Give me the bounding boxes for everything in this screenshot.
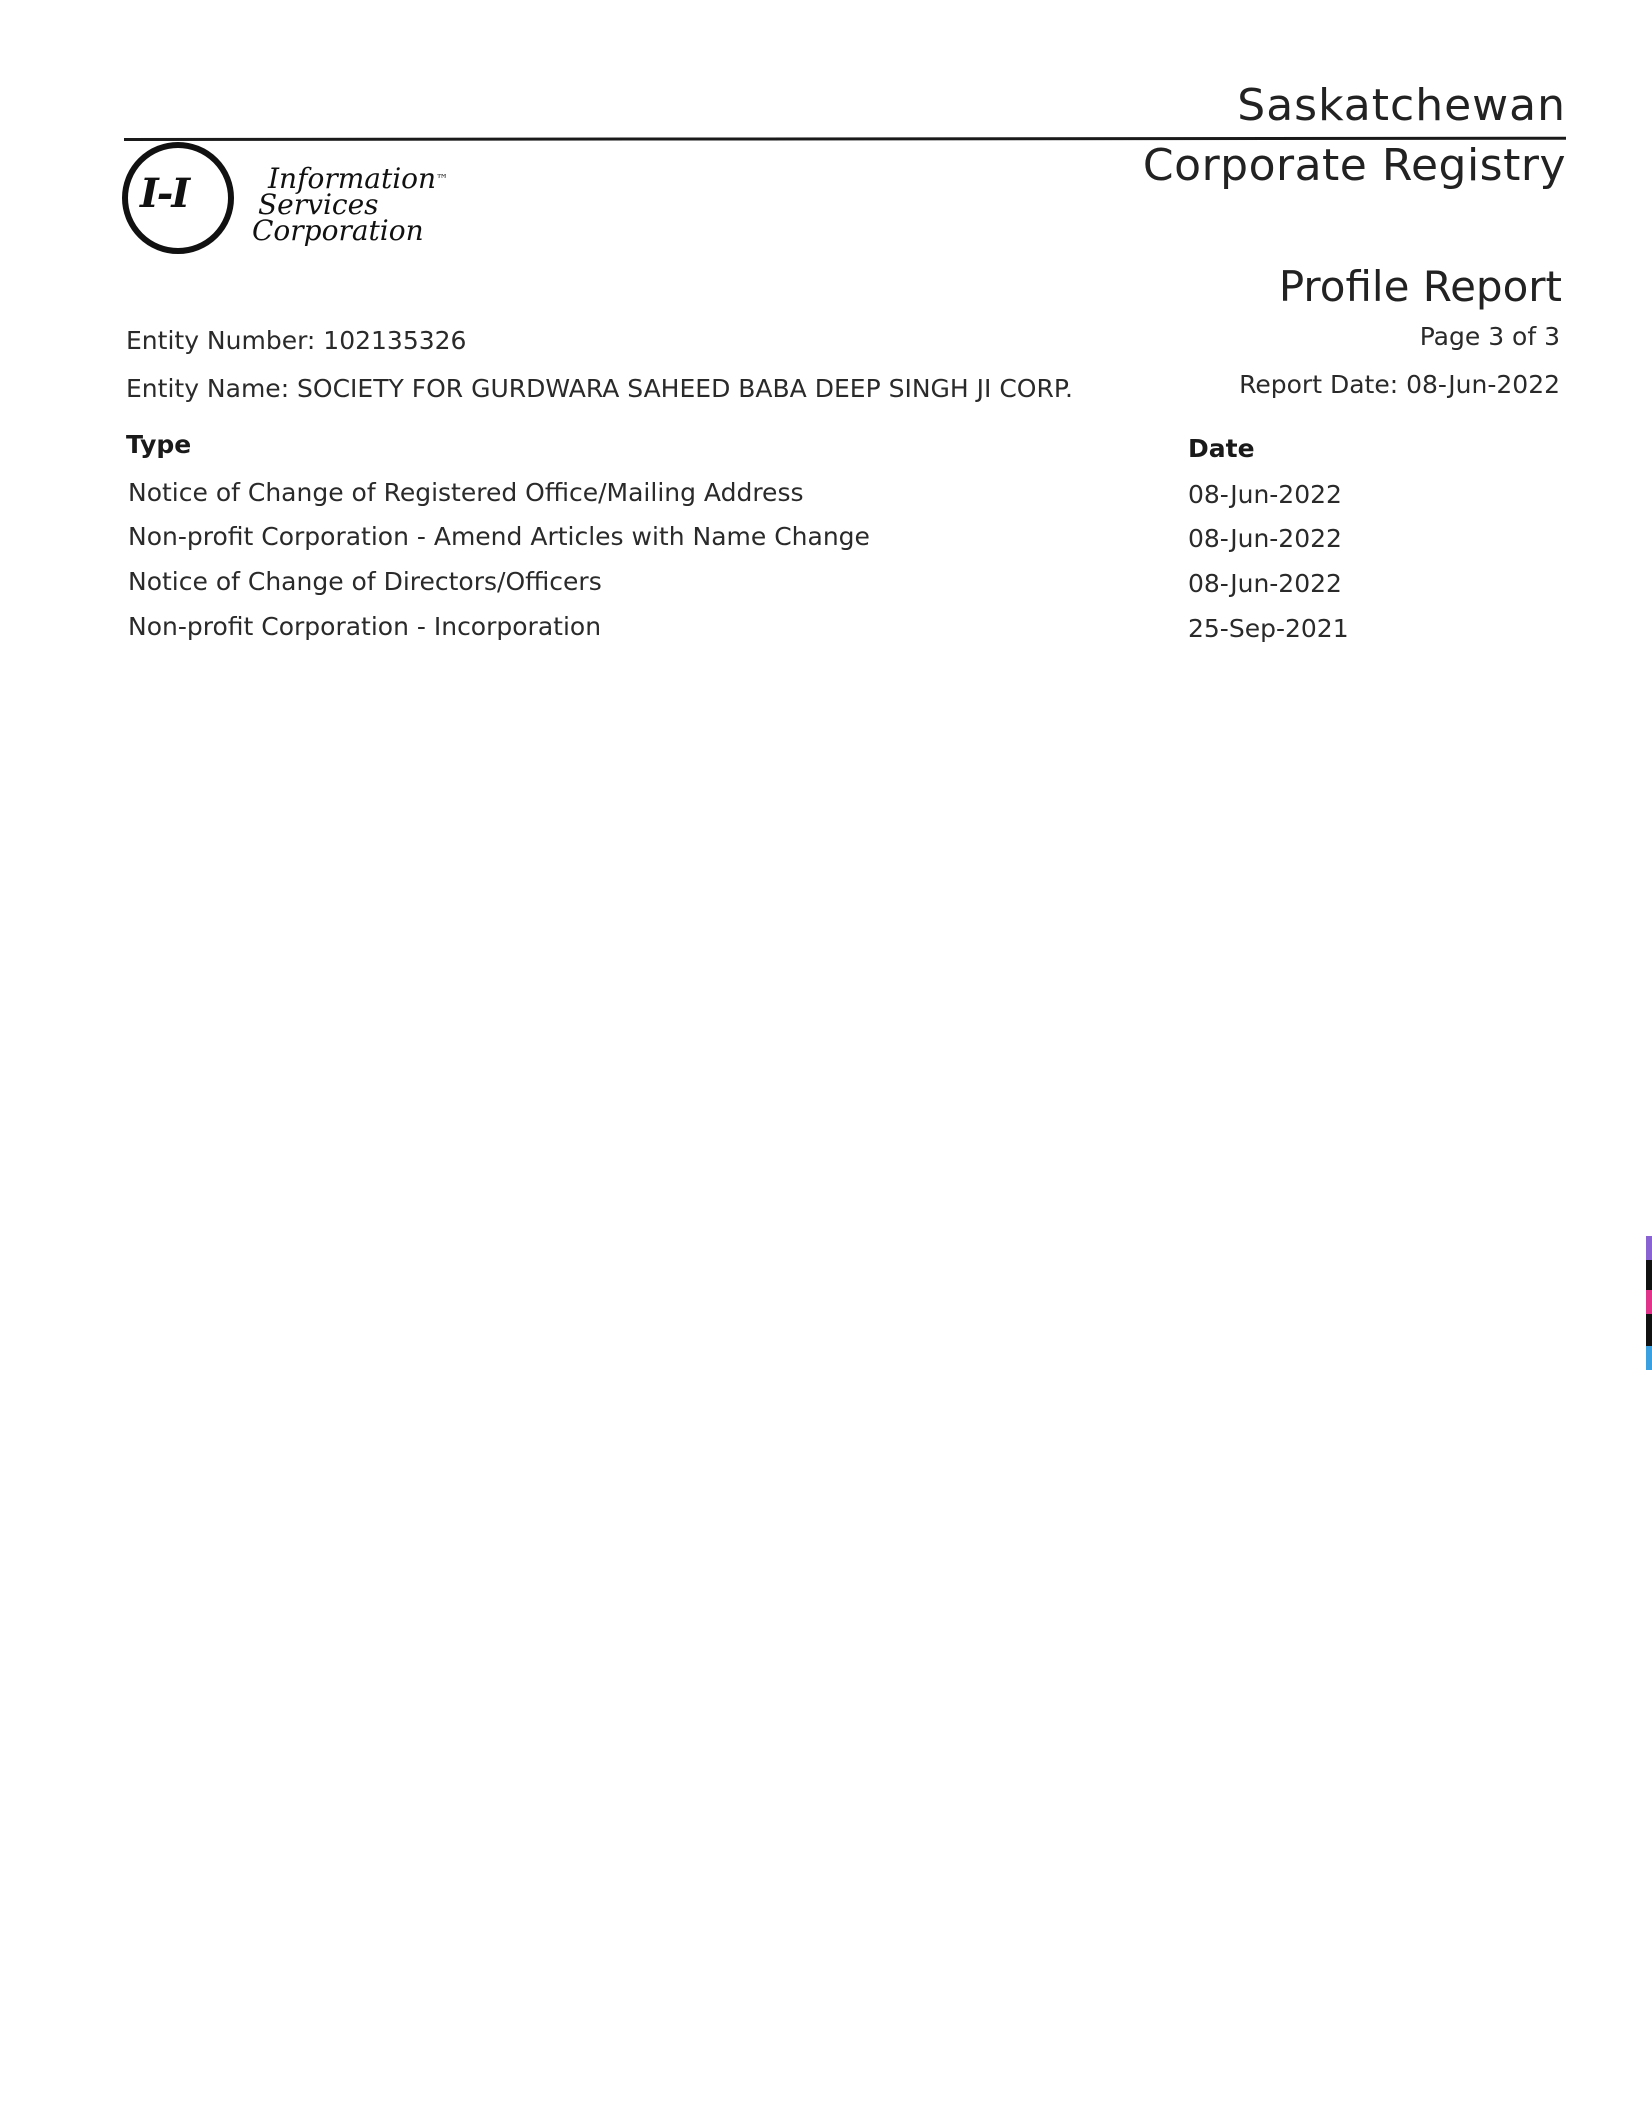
filing-row xyxy=(0,522,1652,562)
registry-name: Corporate Registry xyxy=(1142,140,1566,191)
isc-logo xyxy=(122,142,582,262)
report-title: Profile Report xyxy=(1278,262,1562,311)
column-header-type: Type xyxy=(126,430,192,459)
logo-wordmark xyxy=(252,162,449,247)
filing-type: Non-profit Corporation - Incorporation xyxy=(128,612,602,641)
logo-line-services: Services xyxy=(258,188,379,221)
filing-type: Notice of Change of Registered Office/Mailing Address xyxy=(128,478,804,507)
province-name: Saskatchewan xyxy=(1237,80,1566,131)
filing-date: 08-Jun-2022 xyxy=(1188,480,1342,509)
entity-number: Entity Number: 102135326 xyxy=(126,326,467,355)
column-header-date: Date xyxy=(1188,434,1255,463)
edge-mark-pink xyxy=(1646,1290,1652,1314)
filing-date: 08-Jun-2022 xyxy=(1188,569,1342,598)
edge-mark-black xyxy=(1646,1260,1652,1290)
page-number: Page 3 of 3 xyxy=(1419,322,1560,351)
filing-date: 25-Sep-2021 xyxy=(1188,614,1349,643)
scanner-edge-marks xyxy=(1646,1236,1652,1380)
entity-name: Entity Name: SOCIETY FOR GURDWARA SAHEED BABA DEEP SINGH JI CORP. xyxy=(126,374,1073,403)
edge-mark-blue xyxy=(1646,1346,1652,1370)
filing-row xyxy=(0,567,1652,607)
report-date: Report Date: 08-Jun-2022 xyxy=(1239,370,1560,399)
filing-row xyxy=(0,612,1652,652)
filing-type: Notice of Change of Directors/Officers xyxy=(128,567,602,596)
edge-mark-purple xyxy=(1646,1236,1652,1260)
edge-mark-black xyxy=(1646,1314,1652,1346)
filing-row xyxy=(0,478,1652,518)
filing-date: 08-Jun-2022 xyxy=(1188,524,1342,553)
logo-line-corporation: Corporation xyxy=(252,214,424,247)
logo-mark: I-I xyxy=(140,170,189,217)
logo-line-information: Information™ xyxy=(268,162,449,195)
filing-type: Non-profit Corporation - Amend Articles with Name Change xyxy=(128,522,870,551)
